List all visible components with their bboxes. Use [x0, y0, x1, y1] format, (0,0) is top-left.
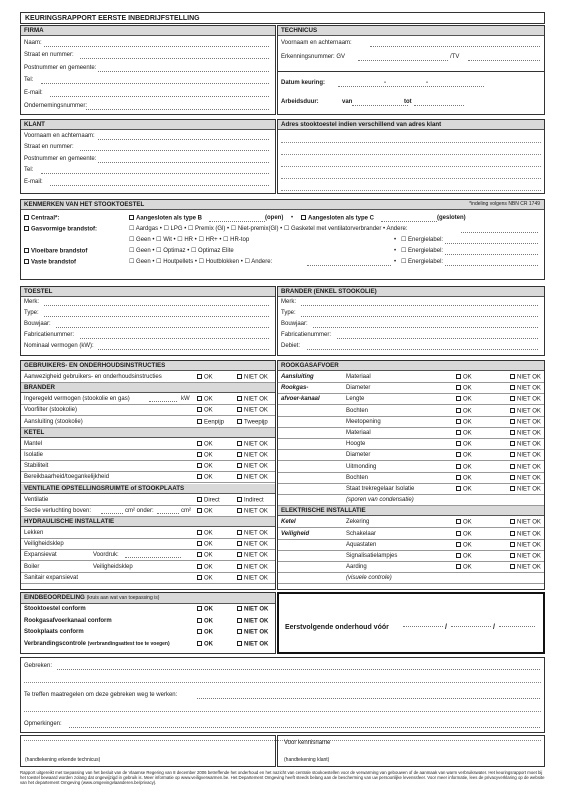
eind-2-ok-checkbox[interactable] [197, 629, 202, 634]
elek-1-nietok-checkbox[interactable] [510, 531, 515, 536]
eind-header: EINDBEOORDELING (kruis aan wat van toepassing is) [21, 593, 275, 604]
veiligheidsklep-ok-checkbox[interactable] [197, 541, 202, 546]
eind-row-2: Stookplaats conform OK NIET OK [24, 629, 269, 636]
rook-4-nietok-checkbox[interactable] [510, 419, 515, 424]
boiler-nietok-checkbox[interactable] [237, 564, 242, 569]
left-checklist [20, 360, 276, 590]
brander-field-3[interactable]: Fabricatienummer: [278, 330, 544, 341]
centraal-row: Centraal*: Aangesloten als type B (open) • Aangesloten als type C (gesloten) [21, 213, 544, 224]
gas-checkbox[interactable] [24, 226, 29, 231]
onderhoud-section: Eerstvolgende onderhoud vóór / / [277, 592, 545, 654]
technicus-header: TECHNICUS [278, 26, 544, 36]
klant-header: KLANT [21, 120, 275, 130]
eind-3-nietok-checkbox[interactable] [237, 641, 242, 646]
sanitair-ok-checkbox[interactable] [197, 575, 202, 580]
ingeregeld-nietok-checkbox[interactable] [237, 396, 242, 401]
rook-row: Staat trekregelaar Isolatie OK NIET OK [278, 484, 544, 495]
visuele-row: (visuele controle) [278, 573, 544, 584]
type-b-checkbox[interactable] [129, 215, 134, 220]
ventilatie-row: Ventilatie Direct Indirect [21, 495, 275, 506]
section-header: ELEKTRISCHE INSTALLATIE [278, 506, 544, 516]
ketel-1-ok-checkbox[interactable] [197, 452, 202, 457]
rook-3-nietok-checkbox[interactable] [510, 408, 515, 413]
elek-row: Aarding OK NIET OK [278, 562, 544, 573]
sporen-row: (sporen van condensatie) [278, 495, 544, 506]
vloeibaar-options[interactable]: ☐ Geen • ☐ Optimaz • ☐ Optimaz Elite [129, 248, 234, 254]
lekken-row: Lekken OK NIET OK [21, 528, 275, 539]
rook-4-ok-checkbox[interactable] [456, 419, 461, 424]
rook-8-nietok-checkbox[interactable] [510, 464, 515, 469]
ketel-3-nietok-checkbox[interactable] [237, 474, 242, 479]
rook-5-nietok-checkbox[interactable] [510, 430, 515, 435]
expansievat-ok-checkbox[interactable] [197, 552, 202, 557]
gebreken-section [20, 657, 545, 733]
klant-field-2[interactable]: Postnummer en gemeente: [21, 154, 275, 165]
ketel-row: Mantel OK NIET OK [21, 439, 275, 450]
boiler-ok-checkbox[interactable] [197, 564, 202, 569]
rook-6-ok-checkbox[interactable] [456, 441, 461, 446]
vast-checkbox[interactable] [24, 259, 29, 264]
firma-field-2[interactable]: Postnummer en gemeente: [21, 63, 275, 74]
section-header: ROOKGASAFVOER [278, 361, 544, 371]
veiligheidsklep-row: Veiligheidsklep OK NIET OK [21, 539, 275, 550]
onderhoud-maand[interactable] [451, 626, 491, 627]
rook-row: Meetopening OK NIET OK [278, 417, 544, 428]
technicus-section [277, 25, 545, 115]
lekken-nietok-checkbox[interactable] [237, 530, 242, 535]
onderhoud-label: Eerstvolgende onderhoud vóór [285, 624, 389, 631]
onderhoud-jaar[interactable] [499, 626, 535, 627]
voorfilter-ok-checkbox[interactable] [197, 407, 202, 412]
klant-field-3[interactable]: Tel: [21, 165, 275, 176]
gas-labels-row: ☐ Geen • ☐ Wit • ☐ HR • ☐ HR+ • ☐ HR-top • ☐ Energielabel: [21, 235, 544, 246]
gas-options[interactable]: ☐ Aardgas • ☐ LPG • ☐ Premix (Gl) • ☐ Niet-premix(Gl) • ☐ Gasketel met ventilatorverbrander • Andere: [129, 226, 408, 232]
eind-row-0: Stooktoestel conform OK NIET OK [24, 606, 269, 613]
sectie-row: Sectie verluchting boven: cm² onder: cm² OK NIET OK [21, 506, 275, 517]
section-header: BRANDER [21, 383, 275, 393]
rook-7-ok-checkbox[interactable] [456, 452, 461, 457]
aansluiting-row: Aansluiting (stookolie) Eenpijp Tweepijp [21, 417, 275, 428]
toestel-field-0[interactable]: Merk: [21, 297, 275, 308]
eind-1-nietok-checkbox[interactable] [237, 618, 242, 623]
lekken-ok-checkbox[interactable] [197, 530, 202, 535]
ketel-1-nietok-checkbox[interactable] [237, 452, 242, 457]
elek-0-ok-checkbox[interactable] [456, 519, 461, 524]
arbeidsduur-field[interactable]: Arbeidsduur: van tot [278, 97, 544, 108]
brander-olie-header: BRANDER (ENKEL STOOKOLIE) [278, 287, 544, 297]
vloeibaar-row: Vloeibare brandstof ☐ Geen • ☐ Optimaz • ☐ Optimaz Elite • ☐ Energielabel: [21, 246, 544, 257]
kenmerken-header: KENMERKEN VAN HET STOOKTOESTEL *indeling volgens NBN CR 1749 [21, 200, 544, 210]
brander-field-0[interactable]: Merk: [278, 297, 544, 308]
aansluiting-nietok-checkbox[interactable] [237, 419, 242, 424]
brander-field-4[interactable]: Debiet: [278, 341, 544, 352]
rook-row: Diameter OK NIET OK [278, 450, 544, 461]
rook-2-ok-checkbox[interactable] [456, 396, 461, 401]
toestel-field-4[interactable]: Nominaal vermogen (kW): [21, 341, 275, 352]
klant-field-1[interactable]: Straat en nummer: [21, 142, 275, 153]
eind-0-ok-checkbox[interactable] [197, 606, 202, 611]
boiler-row: Boiler Veiligheidsklep OK NIET OK [21, 562, 275, 573]
rook-10-nietok-checkbox[interactable] [510, 486, 515, 491]
tech-erk-field[interactable]: Erkenningsnummer: GV /TV [278, 52, 544, 63]
maatregelen-field[interactable]: Te treffen maatregelen om deze gebreken weg te werken: [21, 690, 544, 701]
ketel-row: Bereikbaarheid/toegankelijkheid OK NIET OK [21, 472, 275, 483]
section-header: KETEL [21, 428, 275, 438]
footer-text: Rapport uitgereikt met toepassing van het besluit van de Vlaamse Regering van 8 december 2006 betreffende het onderhoud en het nazicht van centrale stookoestellen voor de verwarming van gebouwen of de aanmaak van warm verbruikswater. Het keuringsrapport moet bij het toestel bewaard worden zolang dat ongewijzigd in gebruik is. Meer informatie op www.veiligverwarmen.be. Het Departement Omgeving heeft steeds belang aan de bescherming van uw persoonlijke levenssfeer. Voor meer informatie, lees de privacyverklaring op de website van het departement Omgeving (www.omgevingvlaanderen.be/privacy). [20, 770, 545, 786]
ventilatie-nietok-checkbox[interactable] [237, 497, 242, 502]
rook-2-nietok-checkbox[interactable] [510, 396, 515, 401]
veiligheidsklep-nietok-checkbox[interactable] [237, 541, 242, 546]
sectie-ok-checkbox[interactable] [197, 508, 202, 513]
elek-2-ok-checkbox[interactable] [456, 542, 461, 547]
ketel-0-nietok-checkbox[interactable] [237, 441, 242, 446]
ketel-row: Isolatie OK NIET OK [21, 450, 275, 461]
eind-3-ok-checkbox[interactable] [197, 641, 202, 646]
kenmerken-note: *indeling volgens NBN CR 1749 [469, 201, 540, 207]
toestel-section [20, 286, 276, 356]
elek-2-nietok-checkbox[interactable] [510, 542, 515, 547]
elek-row: Aquastaten OK NIET OK [278, 540, 544, 551]
section-header: HYDRAULISCHE INSTALLATIE [21, 517, 275, 527]
elek-row: Veiligheid Schakelaar OK NIET OK [278, 529, 544, 540]
right-checklist [277, 360, 545, 590]
brander-field-2[interactable]: Bouwjaar: [278, 319, 544, 330]
gas-row: Gasvormige brandstof: ☐ Aardgas • ☐ LPG • ☐ Premix (Gl) • ☐ Niet-premix(Gl) • ☐ Gasketel met ventilatorverbrander • Andere: [21, 224, 544, 235]
expansievat-nietok-checkbox[interactable] [237, 552, 242, 557]
gebr-nietok-checkbox[interactable] [237, 374, 242, 379]
elek-4-ok-checkbox[interactable] [456, 564, 461, 569]
elek-row: Ketel Zekering OK NIET OK [278, 517, 544, 528]
elek-4-nietok-checkbox[interactable] [510, 564, 515, 569]
ventilatie-ok-checkbox[interactable] [197, 497, 202, 502]
toestel-field-1[interactable]: Type: [21, 308, 275, 319]
rook-row: Rookgas- Diameter OK NIET OK [278, 383, 544, 394]
gebr-ok-checkbox[interactable] [197, 374, 202, 379]
section-header: GEBRUIKERS- EN ONDERHOUDSINSTRUCTIES [21, 361, 275, 371]
elek-row: Signalisatielampjes OK NIET OK [278, 551, 544, 562]
rook-row: Aansluiting Materiaal OK NIET OK [278, 372, 544, 383]
rook-1-nietok-checkbox[interactable] [510, 385, 515, 390]
gebreken-field[interactable]: Gebreken: [21, 661, 544, 672]
ketel-0-ok-checkbox[interactable] [197, 441, 202, 446]
toestel-header: TOESTEL [21, 287, 275, 297]
brander-olie-section [277, 286, 545, 356]
aansluiting-ok-checkbox[interactable] [197, 419, 202, 424]
gas-labels[interactable]: ☐ Geen • ☐ Wit • ☐ HR • ☐ HR+ • ☐ HR-top [129, 237, 250, 243]
ketel-2-ok-checkbox[interactable] [197, 463, 202, 468]
ketel-row: Stabiliteit OK NIET OK [21, 461, 275, 472]
sanitair-row: Sanitair expansievat OK NIET OK [21, 573, 275, 584]
rook-10-ok-checkbox[interactable] [456, 486, 461, 491]
rook-9-ok-checkbox[interactable] [456, 475, 461, 480]
eind-2-nietok-checkbox[interactable] [237, 629, 242, 634]
firma-section [20, 25, 276, 115]
klant-section [20, 119, 276, 194]
rook-9-nietok-checkbox[interactable] [510, 475, 515, 480]
centraal-checkbox[interactable] [24, 215, 29, 220]
toestel-field-2[interactable]: Bouwjaar: [21, 319, 275, 330]
gebr-row: Aanwezigheid gebruikers- en onderhoudsinstructies OK NIET OK [21, 372, 275, 383]
rook-8-ok-checkbox[interactable] [456, 464, 461, 469]
rook-3-ok-checkbox[interactable] [456, 408, 461, 413]
rook-6-nietok-checkbox[interactable] [510, 441, 515, 446]
adres-section [277, 119, 545, 194]
eind-row-1: Rookgasafvoerkanaal conform OK NIET OK [24, 617, 269, 624]
brander-field-1[interactable]: Type: [278, 308, 544, 319]
rook-1-ok-checkbox[interactable] [456, 385, 461, 390]
sectie-nietok-checkbox[interactable] [237, 508, 242, 513]
klant-field-4[interactable]: E-mail: [21, 177, 275, 188]
ketel-3-ok-checkbox[interactable] [197, 474, 202, 479]
rook-0-nietok-checkbox[interactable] [510, 374, 515, 379]
rook-row: Uitmonding OK NIET OK [278, 462, 544, 473]
signature-technician[interactable]: (handtekening erkende technicus) [20, 735, 276, 767]
sanitair-nietok-checkbox[interactable] [237, 575, 242, 580]
rook-row: Bochten OK NIET OK [278, 406, 544, 417]
report-title: KEURINGSRAPPORT EERSTE INBEDRIJFSTELLING [20, 12, 545, 24]
firma-field-0[interactable]: Naam: [21, 38, 275, 49]
elek-3-nietok-checkbox[interactable] [510, 553, 515, 558]
rook-5-ok-checkbox[interactable] [456, 430, 461, 435]
eind-0-nietok-checkbox[interactable] [237, 606, 242, 611]
adres-header: Adres stooktoestel indien verschillend van adres klant [278, 120, 544, 130]
rook-7-nietok-checkbox[interactable] [510, 452, 515, 457]
vast-options[interactable]: ☐ Geen • ☐ Houtpellets • ☐ Houtblokken • ☐ Andere: [129, 259, 273, 265]
rook-row: Materiaal OK NIET OK [278, 428, 544, 439]
firma-field-3[interactable]: Tel: [21, 75, 275, 86]
signature-client[interactable]: Voor kennisname (handtekening klant) [277, 735, 545, 767]
expansievat-row: Expansievat Voordruk: OK NIET OK [21, 550, 275, 561]
firma-field-5[interactable]: Ondernemingsnummer: [21, 101, 275, 112]
rook-row: Hoogte OK NIET OK [278, 439, 544, 450]
voorfilter-nietok-checkbox[interactable] [237, 407, 242, 412]
rook-row: afvoer-kanaal Lengte OK NIET OK [278, 394, 544, 405]
eind-1-ok-checkbox[interactable] [197, 618, 202, 623]
datum-keuring-field[interactable]: Datum keuring: - - [278, 78, 544, 89]
ingeregeld-ok-checkbox[interactable] [197, 396, 202, 401]
rook-row: Bochten OK NIET OK [278, 473, 544, 484]
klant-field-0[interactable]: Voornaam en achternaam: [21, 131, 275, 142]
ingeregeld-row: Ingeregeld vermogen (stookolie en gas) kW OK NIET OK [21, 394, 275, 405]
firma-field-1[interactable]: Straat en nummer: [21, 50, 275, 61]
elek-1-ok-checkbox[interactable] [456, 531, 461, 536]
firma-header: FIRMA [21, 26, 275, 36]
elek-0-nietok-checkbox[interactable] [510, 519, 515, 524]
section-header: VENTILATIE OPSTELLINGSRUIMTE of STOOKPLAATS [21, 484, 275, 494]
vloeibaar-checkbox[interactable] [24, 248, 29, 253]
eindbeoordeling-section [20, 592, 276, 654]
rook-0-ok-checkbox[interactable] [456, 374, 461, 379]
vast-row: Vaste brandstof ☐ Geen • ☐ Houtpellets • ☐ Houtblokken • ☐ Andere: • ☐ Energielabel: [21, 257, 544, 268]
ketel-2-nietok-checkbox[interactable] [237, 463, 242, 468]
onderhoud-dag[interactable] [403, 626, 443, 627]
firma-field-4[interactable]: E-mail: [21, 88, 275, 99]
toestel-field-3[interactable]: Fabricatienummer: [21, 330, 275, 341]
type-c-checkbox[interactable] [301, 215, 306, 220]
kenmerken-section [20, 199, 545, 280]
voorfilter-row: Voorfilter (stookolie) OK NIET OK [21, 405, 275, 416]
opmerkingen-field[interactable]: Opmerkingen: [21, 719, 544, 730]
eind-row-3: Verbrandingscontrole (verbrandingsattest toe te voegen) OK NIET OK [24, 640, 269, 647]
tech-name-field[interactable]: Voornaam en achternaam: [278, 38, 544, 49]
elek-3-ok-checkbox[interactable] [456, 553, 461, 558]
